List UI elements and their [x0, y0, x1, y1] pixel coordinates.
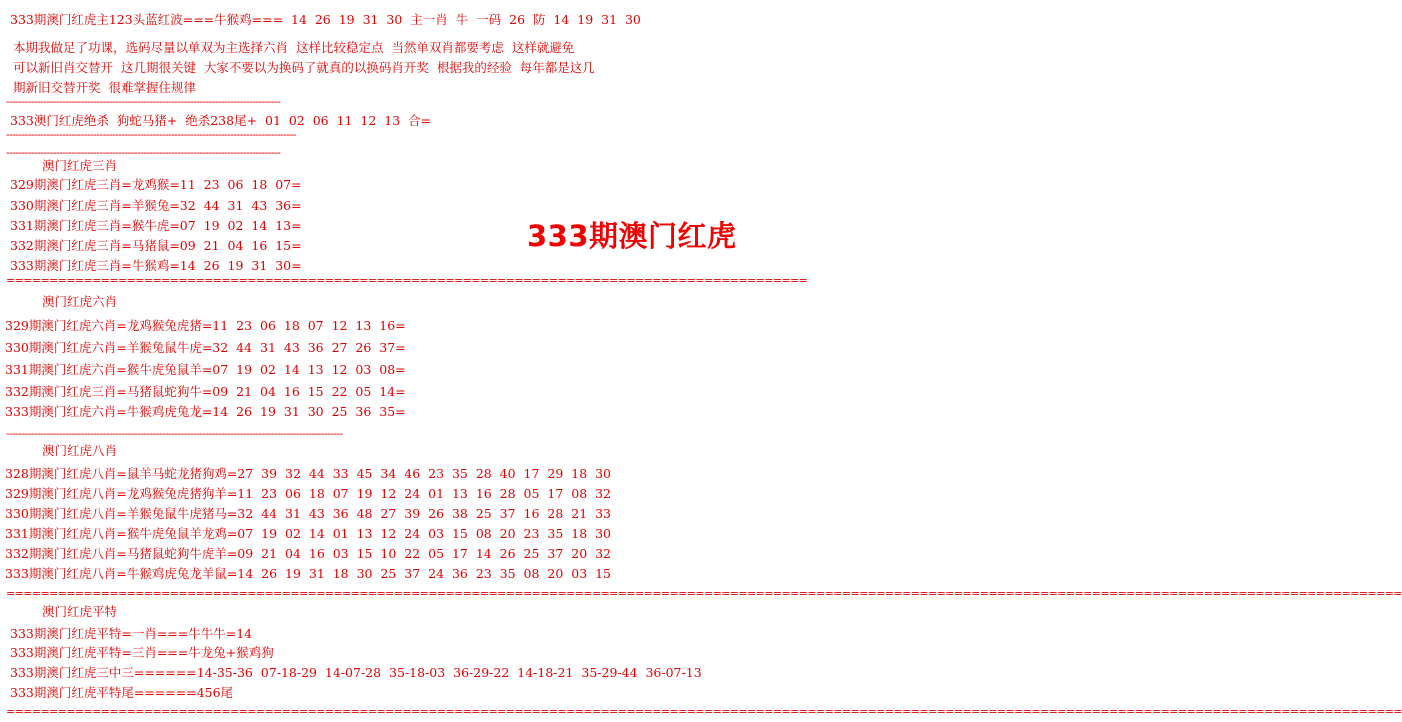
liu-xiao-row: 333期澳门红虎六肖=牛猴鸡虎兔龙=14 26 19 31 30 25 36 35= [5, 404, 406, 419]
separator: ============================================================================================= [6, 274, 808, 287]
ba-xiao-title: 澳门红虎八肖 [42, 443, 118, 458]
ba-xiao-row: 329期澳门红虎八肖=龙鸡猴兔虎猪狗羊=11 23 06 18 07 19 12 24 01 13 16 28 05 17 08 32 [5, 486, 612, 501]
liu-xiao-row: 331期澳门红虎六肖=猴牛虎兔鼠羊=07 19 02 14 13 12 03 08= [5, 362, 406, 377]
separator: ---------------------------------------------------------------------------------------- [6, 146, 281, 159]
ba-xiao-row: 331期澳门红虎八肖=猴牛虎兔鼠羊龙鸡=07 19 02 14 01 13 12 24 03 15 08 20 23 35 18 30 [5, 526, 612, 541]
ping-te-title: 澳门红虎平特 [42, 604, 118, 619]
kill-line: 333澳门红虎绝杀 狗蛇马猪+ 绝杀238尾+ 01 02 06 11 12 13 合= [10, 113, 432, 128]
intro-line-2: 可以新旧肖交替开 这几期很关键 大家不要以为换码了就真的以换码肖开奖 根据我的经验 每年都是这几 [13, 60, 595, 75]
ba-xiao-row: 330期澳门红虎八肖=羊猴兔鼠牛虎猪马=32 44 31 43 36 48 27 39 26 38 25 37 16 28 21 33 [5, 506, 612, 521]
ping-te-row: 333期澳门红虎三中三======14-35-36 07-18-29 14-07-28 35-18-03 36-29-22 14-18-21 35-29-44 36-07-13 [10, 665, 702, 680]
san-xiao-row: 329期澳门红虎三肖=龙鸡猴=11 23 06 18 07= [10, 177, 302, 192]
ba-xiao-row: 328期澳门红虎八肖=鼠羊马蛇龙猪狗鸡=27 39 32 44 33 45 34 46 23 35 28 40 17 29 18 30 [5, 466, 612, 481]
banner-title: 333期澳门红虎 [527, 219, 737, 253]
san-xiao-row: 332期澳门红虎三肖=马猪鼠=09 21 04 16 15= [10, 238, 302, 253]
header-title: 333期澳门红虎主123头蓝红波===牛猴鸡=== 14 26 19 31 30 主一肖 牛 一码 26 防 14 19 31 30 [10, 12, 641, 27]
separator: ================================================================================================================================================================== [6, 705, 1402, 718]
separator: ---------------------------------------------------------------------------------------- [6, 95, 281, 108]
separator: ================================================================================================================================================================== [6, 587, 1402, 600]
ba-xiao-row: 332期澳门红虎八肖=马猪鼠蛇狗牛虎羊=09 21 04 16 03 15 10 22 05 17 14 26 25 37 20 32 [5, 546, 612, 561]
intro-line-1: 本期我做足了功课，选码尽量以单双为主选择六肖 这样比较稳定点 当然单双肖都要考虑 这样就避免 [13, 40, 575, 55]
san-xiao-row: 333期澳门红虎三肖=牛猴鸡=14 26 19 31 30= [10, 258, 302, 273]
ba-xiao-row: 333期澳门红虎八肖=牛猴鸡虎兔龙羊鼠=14 26 19 31 18 30 25 37 24 36 23 35 08 20 03 15 [5, 566, 612, 581]
san-xiao-row: 331期澳门红虎三肖=猴牛虎=07 19 02 14 13= [10, 218, 302, 233]
liu-xiao-title: 澳门红虎六肖 [42, 294, 118, 309]
separator: ------------------------------------------------------------------------------------------------------------ [6, 427, 343, 440]
liu-xiao-row: 332期澳门红虎三肖=马猪鼠蛇狗牛=09 21 04 16 15 22 05 14= [5, 384, 406, 399]
liu-xiao-row: 330期澳门红虎六肖=羊猴兔鼠牛虎=32 44 31 43 36 27 26 37= [5, 340, 406, 355]
ping-te-row: 333期澳门红虎平特=一肖===牛牛牛=14 [10, 626, 253, 641]
ping-te-row: 333期澳门红虎平特尾======456尾 [10, 685, 234, 700]
liu-xiao-row: 329期澳门红虎六肖=龙鸡猴兔虎猪=11 23 06 18 07 12 13 16= [5, 318, 406, 333]
intro-line-3: 期新旧交替开奖 很难掌握住规律 [13, 80, 196, 95]
san-xiao-row: 330期澳门红虎三肖=羊猴兔=32 44 31 43 36= [10, 198, 302, 213]
san-xiao-title: 澳门红虎三肖 [42, 158, 118, 173]
ping-te-row: 333期澳门红虎平特=三肖===牛龙兔+猴鸡狗 [10, 645, 274, 660]
separator: --------------------------------------------------------------------------------------------- [6, 128, 296, 141]
